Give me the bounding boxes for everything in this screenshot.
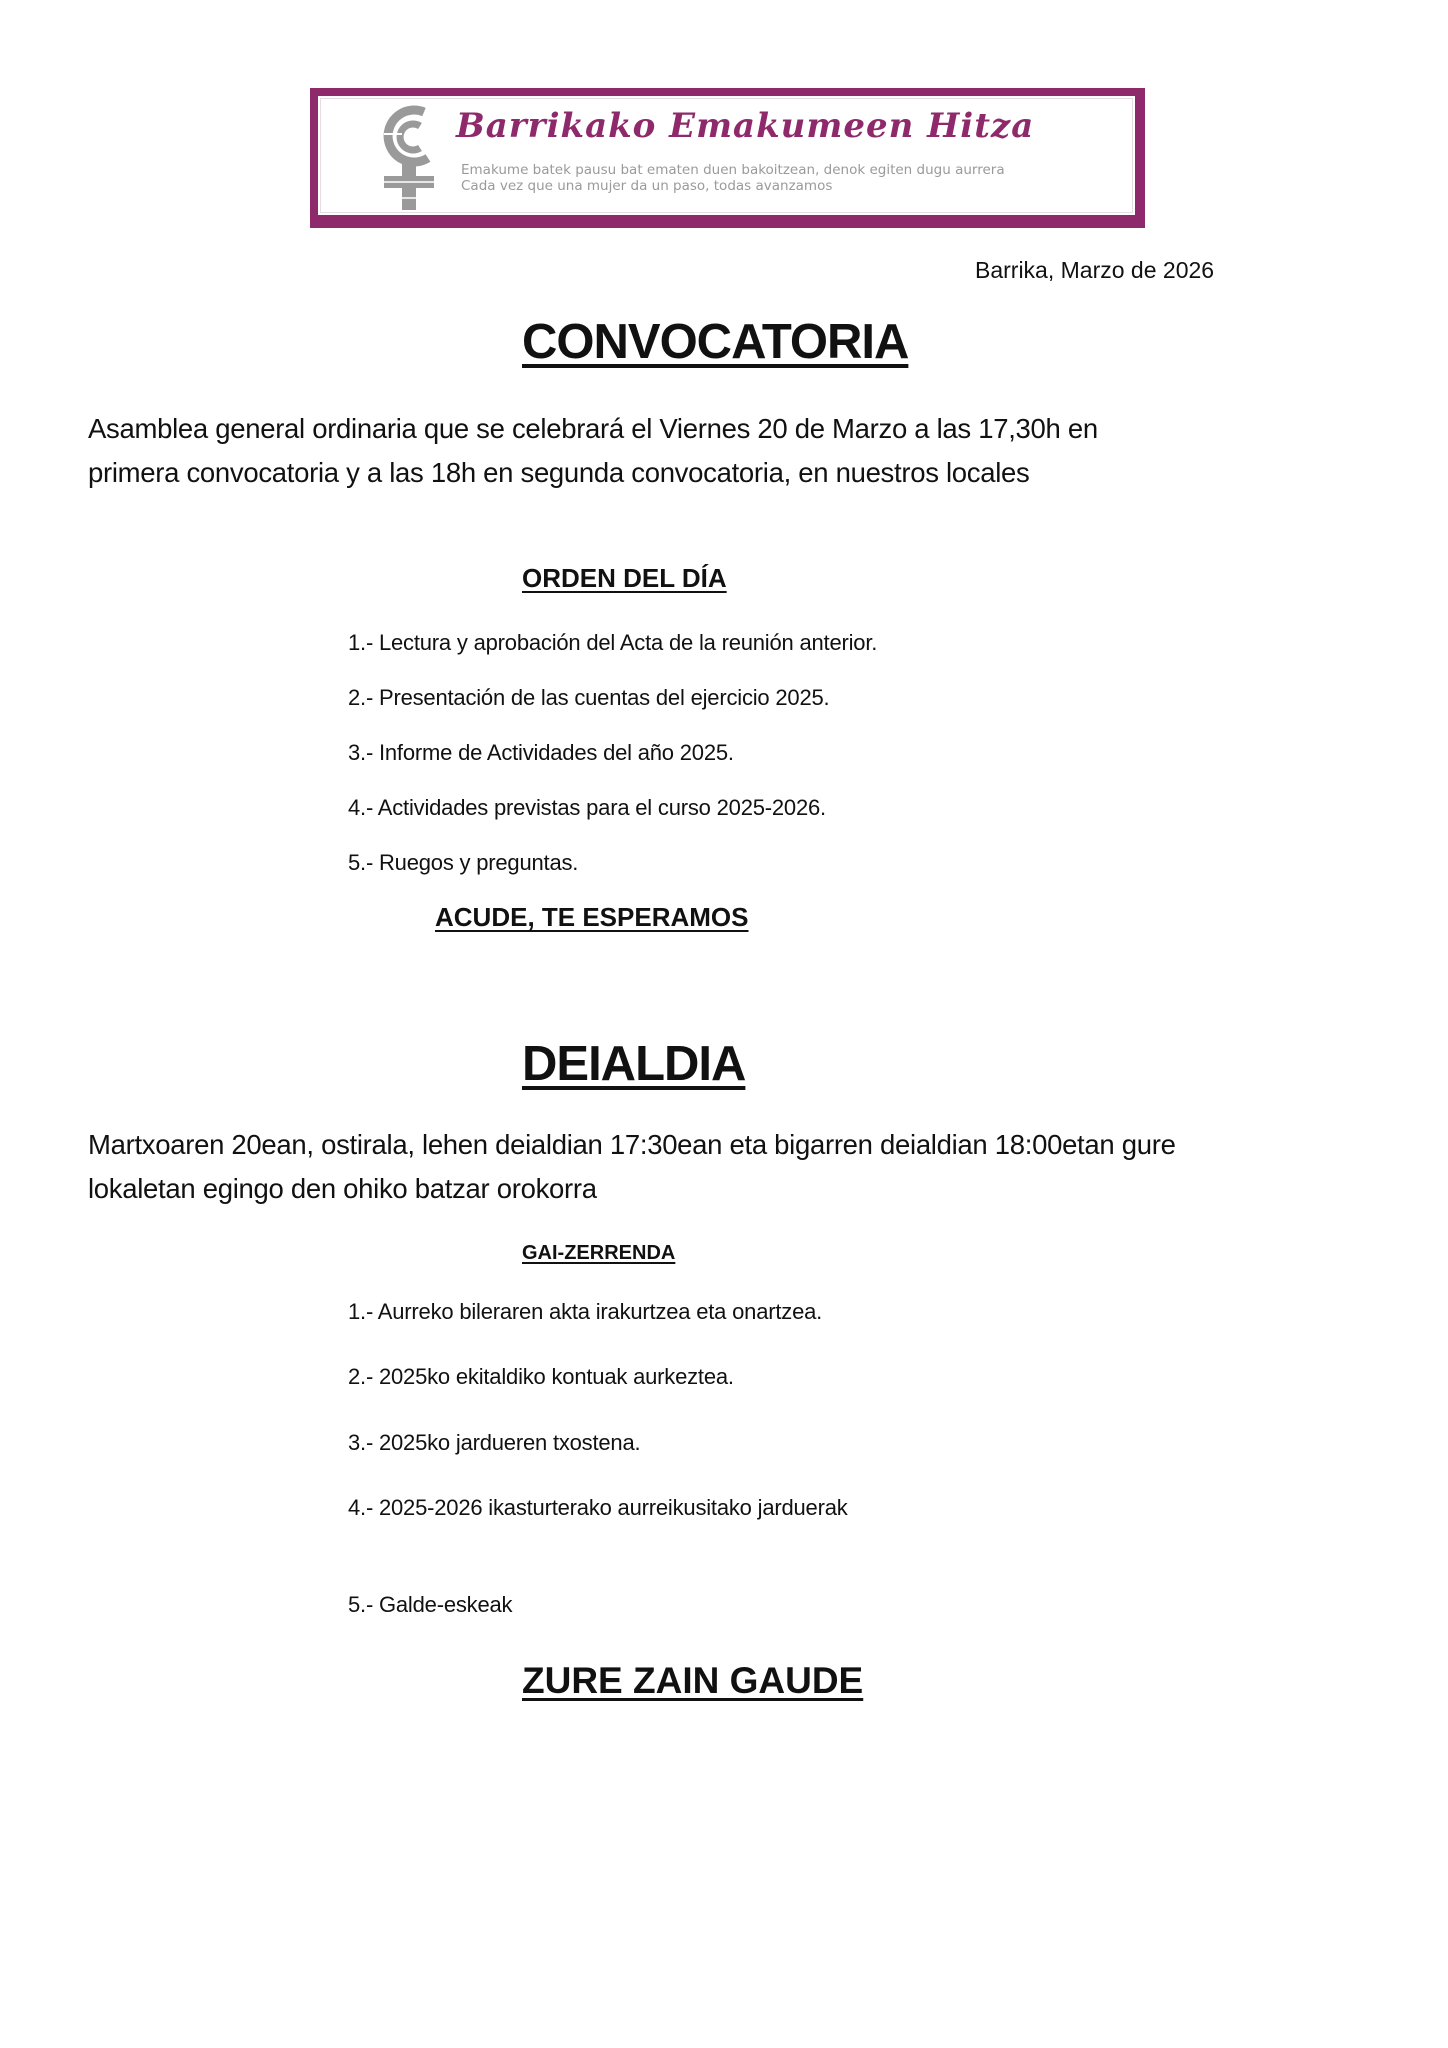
deialdia-title: DEIALDIA — [522, 1037, 746, 1091]
agenda-item-eu-4: 4.- 2025-2026 ikasturterako aurreikusitako jarduerak — [348, 1495, 848, 1520]
agenda-item-eu-3: 3.- 2025ko jardueren txostena. — [348, 1430, 641, 1455]
orden-del-dia-heading: ORDEN DEL DÍA — [522, 563, 727, 593]
zure-zain-gaude-closing: ZURE ZAIN GAUDE — [522, 1660, 864, 1701]
agenda-item-es-2: 2.- Presentación de las cuentas del ejercicio 2025. — [348, 685, 830, 710]
agenda-item-eu-2: 2.- 2025ko ekitaldiko kontuak aurkeztea. — [348, 1364, 734, 1389]
logo-title: Barrikako Emakumeen Hitza — [456, 106, 1035, 146]
logo-banner — [310, 88, 1145, 228]
convocatoria-intro-line-2: primera convocatoria y a las 18h en segunda convocatoria, en nuestros locales — [88, 457, 1030, 488]
date-line: Barrika, Marzo de 2026 — [975, 257, 1215, 283]
deialdia-intro-line-1: Martxoaren 20ean, ostirala, lehen deialdian 17:30ean eta bigarren deialdian 18:00etan gure — [88, 1129, 1176, 1160]
convocatoria-title: CONVOCATORIA — [522, 315, 909, 369]
agenda-item-es-5: 5.- Ruegos y preguntas. — [348, 850, 579, 875]
gai-zerrenda-heading: GAI-ZERRENDA — [522, 1242, 676, 1264]
agenda-item-eu-5: 5.- Galde-eskeak — [348, 1592, 513, 1617]
logo-tagline-basque: Emakume batek pausu bat ematen duen bakoitzean, denok egiten dugu aurrera — [461, 162, 1005, 178]
logo-tagline-spanish: Cada vez que una mujer da un paso, todas avanzamos — [461, 178, 833, 194]
deialdia-intro-line-2: lokaletan egingo den ohiko batzar orokorra — [88, 1173, 597, 1204]
agenda-item-es-1: 1.- Lectura y aprobación del Acta de la reunión anterior. — [348, 630, 878, 655]
venus-symbol-icon — [380, 104, 440, 214]
agenda-item-es-3: 3.- Informe de Actividades del año 2025. — [348, 740, 734, 765]
convocatoria-intro-line-1: Asamblea general ordinaria que se celebrará el Viernes 20 de Marzo a las 17,30h en — [88, 413, 1098, 444]
agenda-item-es-4: 4.- Actividades previstas para el curso 2025-2026. — [348, 795, 826, 820]
acude-closing: ACUDE, TE ESPERAMOS — [435, 902, 749, 932]
agenda-item-eu-1: 1.- Aurreko bileraren akta irakurtzea eta onartzea. — [348, 1299, 823, 1324]
